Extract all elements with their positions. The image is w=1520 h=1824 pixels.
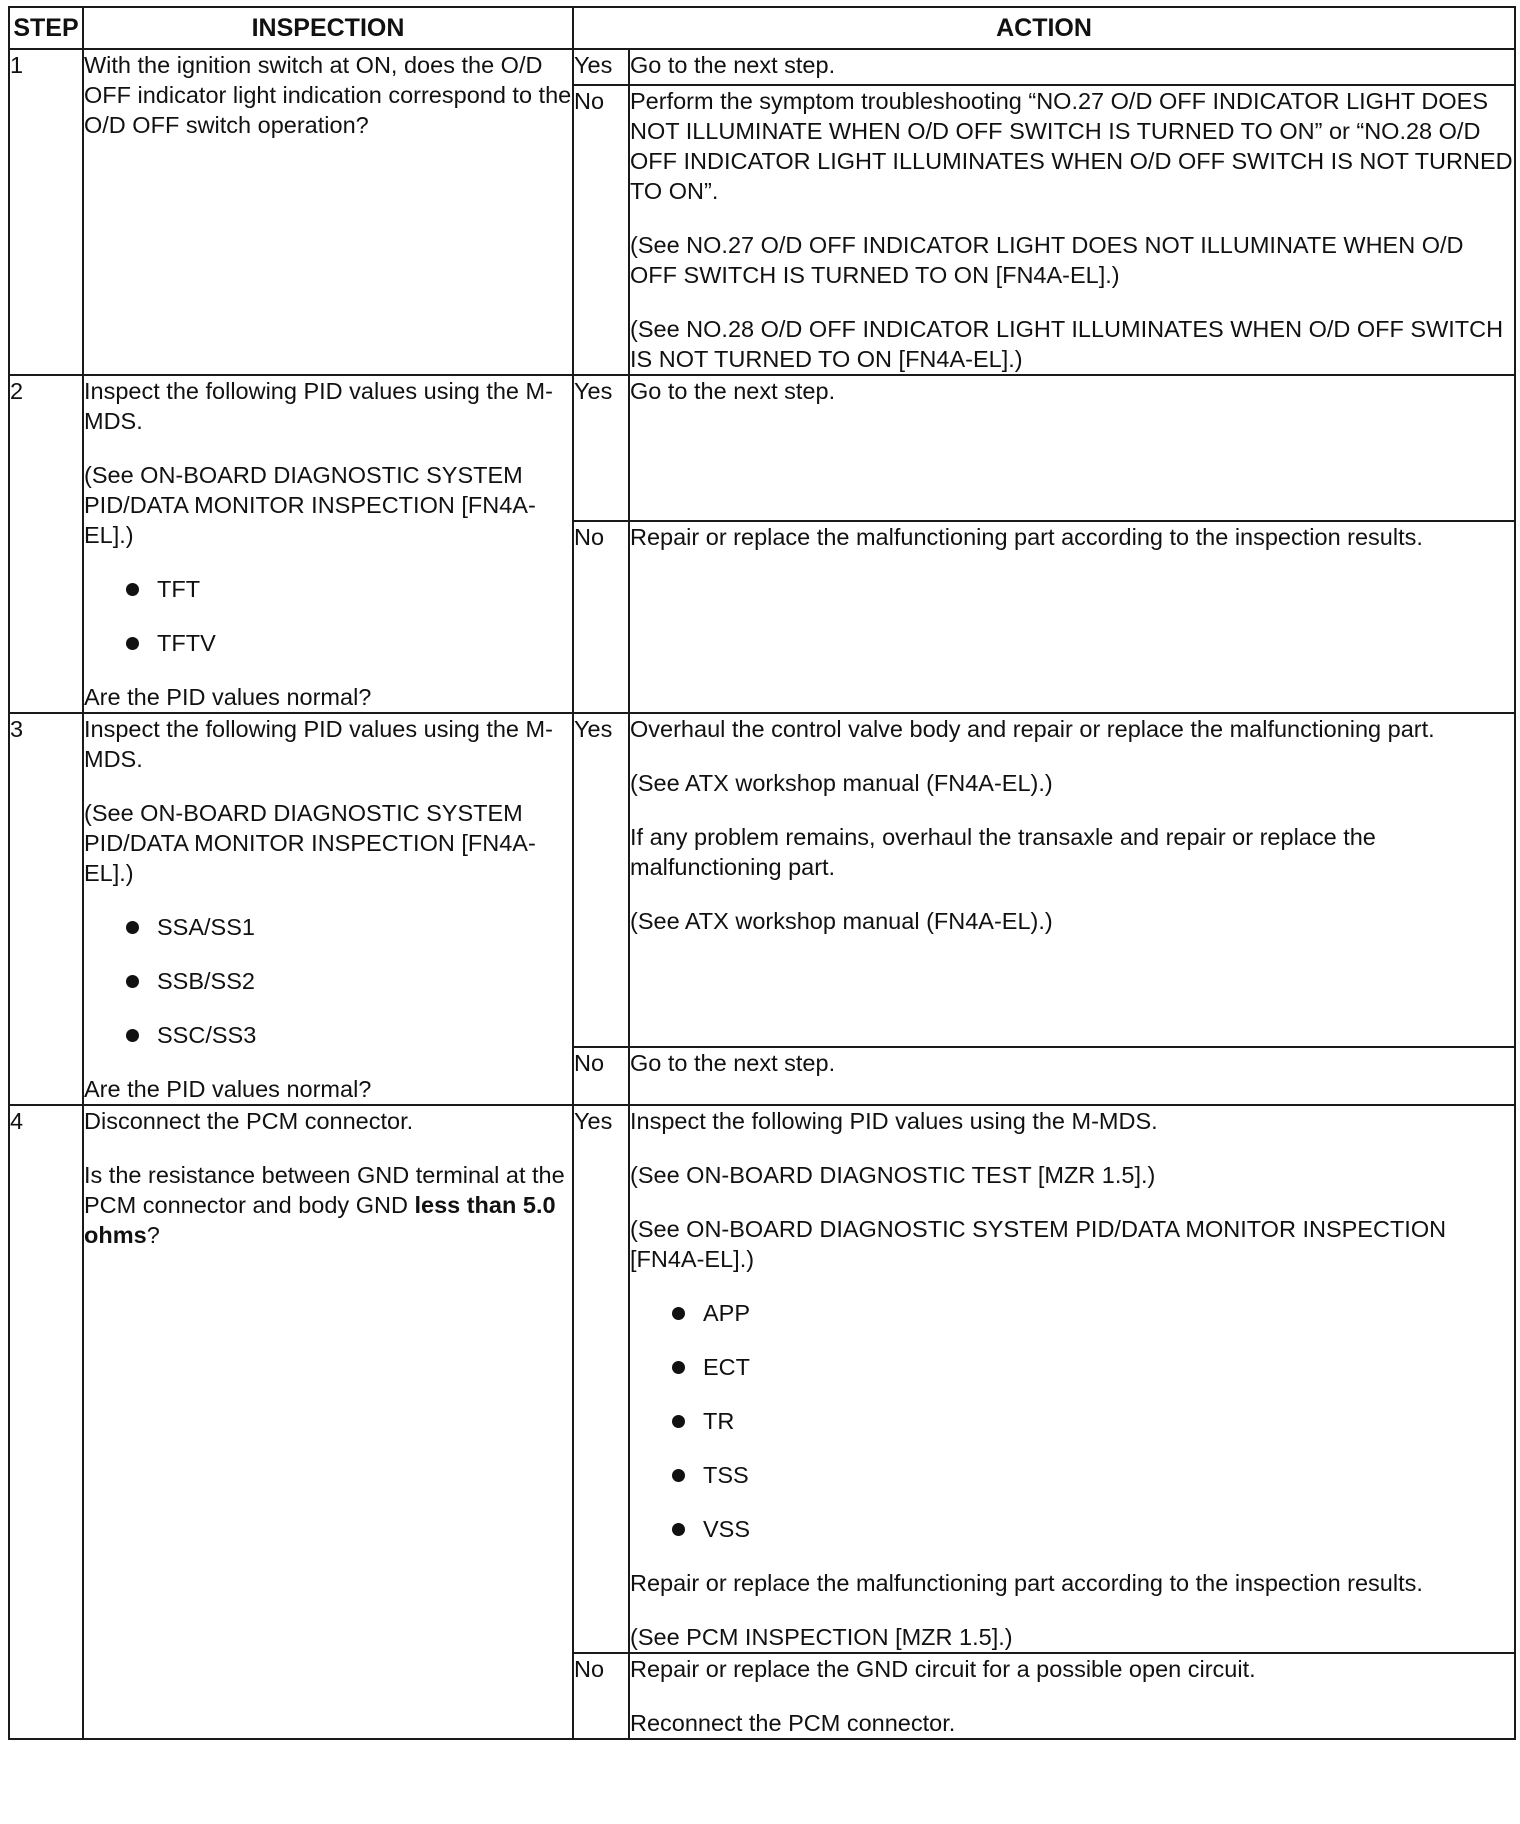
- pid-bullet: TFT: [84, 574, 572, 604]
- step-number: 2: [9, 375, 83, 713]
- action-text: Inspect the following PID values using the M-MDS.: [630, 1108, 1158, 1134]
- action-text: Overhaul the control valve body and repair or replace the malfunctioning part.: [630, 716, 1435, 742]
- step-4-inspection: [83, 1105, 573, 1739]
- step-number: 1: [9, 49, 83, 375]
- no-label: No: [573, 85, 629, 375]
- action-reference: (See ON-BOARD DIAGNOSTIC SYSTEM PID/DATA MONITOR INSPECTION [FN4A-EL].): [630, 1216, 1447, 1272]
- action-text: Repair or replace the malfunctioning part according to the inspection results.: [630, 524, 1423, 550]
- yes-label: Yes: [573, 1105, 629, 1653]
- yes-label: Yes: [573, 713, 629, 1047]
- inspection-question: Is the resistance between GND terminal at the PCM connector and body GND less than 5.0 ohms?: [84, 1162, 565, 1248]
- bullet-icon: [126, 921, 139, 934]
- bullet-icon: [126, 975, 139, 988]
- bullet-icon: [672, 1307, 685, 1320]
- action-reference: (See ON-BOARD DIAGNOSTIC TEST [MZR 1.5].): [630, 1162, 1156, 1188]
- bullet-icon: [672, 1361, 685, 1374]
- action-reference: (See NO.27 O/D OFF INDICATOR LIGHT DOES NOT ILLUMINATE WHEN O/D OFF SWITCH IS TURNED TO ON [FN4A-EL].): [630, 232, 1464, 288]
- step-3-no-action: [629, 1047, 1515, 1105]
- no-label: No: [573, 1047, 629, 1105]
- yes-label: Yes: [573, 375, 629, 521]
- inspection-text: With the ignition switch at ON, does the O/D OFF indicator light indication correspond to the O/D OFF switch operation?: [84, 52, 572, 138]
- pid-bullet: SSA/SS1: [84, 912, 572, 942]
- action-text: Go to the next step.: [630, 1050, 836, 1076]
- no-label: No: [573, 1653, 629, 1739]
- inspection-question: Are the PID values normal?: [84, 684, 372, 710]
- step-3-inspection: [83, 713, 573, 1105]
- inspection-question: Are the PID values normal?: [84, 1076, 372, 1102]
- step-2-no-action: [629, 521, 1515, 713]
- step-number: 3: [9, 713, 83, 1105]
- action-text: Go to the next step.: [630, 378, 836, 404]
- bullet-icon: [672, 1469, 685, 1482]
- step-3-yes-action: [629, 713, 1515, 1047]
- inspection-text: Disconnect the PCM connector.: [84, 1108, 414, 1134]
- pid-bullet: VSS: [630, 1514, 1514, 1544]
- step-2-yes-action: [629, 375, 1515, 521]
- action-text: Reconnect the PCM connector.: [630, 1710, 956, 1736]
- bullet-icon: [126, 1029, 139, 1042]
- pid-bullet: SSC/SS3: [84, 1020, 572, 1050]
- step-1-inspection: [83, 49, 573, 375]
- bullet-icon: [126, 583, 139, 596]
- step-number: 4: [9, 1105, 83, 1739]
- action-reference: (See PCM INSPECTION [MZR 1.5].): [630, 1624, 1013, 1650]
- bullet-icon: [672, 1523, 685, 1536]
- inspection-text: Inspect the following PID values using the M-MDS.: [84, 378, 553, 434]
- step-1-yes-action: [629, 49, 1515, 85]
- pid-bullet: SSB/SS2: [84, 966, 572, 996]
- no-label: No: [573, 521, 629, 713]
- step-4-yes-row: [9, 1105, 1515, 1653]
- step-3-yes-row: [9, 713, 1515, 1047]
- header-row: [9, 7, 1515, 49]
- header-action: ACTION: [573, 7, 1515, 49]
- pid-bullet: TSS: [630, 1460, 1514, 1490]
- inspection-text: Inspect the following PID values using the M-MDS.: [84, 716, 553, 772]
- action-text: Repair or replace the malfunctioning part according to the inspection results.: [630, 1570, 1423, 1596]
- step-1-yes-row: [9, 49, 1515, 85]
- pid-bullet: ECT: [630, 1352, 1514, 1382]
- pid-bullet: TR: [630, 1406, 1514, 1436]
- step-4-no-action: [629, 1653, 1515, 1739]
- bullet-icon: [672, 1415, 685, 1428]
- action-text: If any problem remains, overhaul the transaxle and repair or replace the malfunctioning part.: [630, 824, 1376, 880]
- action-text: Go to the next step.: [630, 52, 836, 78]
- pid-bullet: APP: [630, 1298, 1514, 1328]
- threshold-value: less than 5.0 ohms: [84, 1192, 556, 1248]
- step-1-no-action: [629, 85, 1515, 375]
- yes-label: Yes: [573, 49, 629, 85]
- bullet-icon: [126, 637, 139, 650]
- diagnostic-table: [8, 6, 1516, 1740]
- action-text: Repair or replace the GND circuit for a possible open circuit.: [630, 1656, 1256, 1682]
- step-2-inspection: [83, 375, 573, 713]
- inspection-reference: (See ON-BOARD DIAGNOSTIC SYSTEM PID/DATA MONITOR INSPECTION [FN4A-EL].): [84, 462, 536, 548]
- action-reference: (See ATX workshop manual (FN4A-EL).): [630, 770, 1053, 796]
- inspection-reference: (See ON-BOARD DIAGNOSTIC SYSTEM PID/DATA MONITOR INSPECTION [FN4A-EL].): [84, 800, 536, 886]
- pid-bullet: TFTV: [84, 628, 572, 658]
- action-reference: (See NO.28 O/D OFF INDICATOR LIGHT ILLUMINATES WHEN O/D OFF SWITCH IS NOT TURNED TO ON [FN4A-EL].): [630, 316, 1504, 372]
- header-step: STEP: [9, 7, 83, 49]
- step-2-yes-row: [9, 375, 1515, 521]
- action-text: Perform the symptom troubleshooting “NO.27 O/D OFF INDICATOR LIGHT DOES NOT ILLUMINATE WHEN O/D OFF SWITCH IS TURNED TO ON” or “NO.28 O/D OFF INDICATOR LIGHT ILLUMINATES WHEN O/D OFF SWITCH IS NOT TURNED TO ON”.: [630, 88, 1513, 204]
- step-4-yes-action: [629, 1105, 1515, 1653]
- action-reference: (See ATX workshop manual (FN4A-EL).): [630, 908, 1053, 934]
- header-inspection: INSPECTION: [83, 7, 573, 49]
